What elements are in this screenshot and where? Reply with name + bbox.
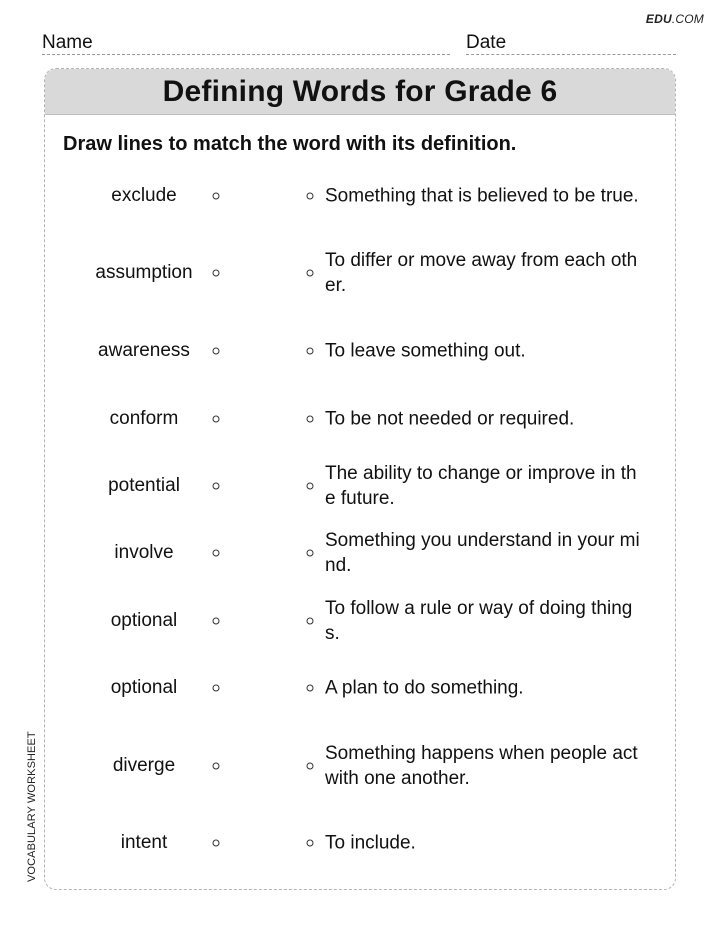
vocabulary-word: intent (120, 832, 168, 853)
word-connector-dot[interactable] (213, 348, 220, 355)
word-connector-dot[interactable] (213, 763, 220, 770)
definition-connector-dot[interactable] (307, 193, 314, 200)
definition-connector-dot[interactable] (307, 763, 314, 770)
vocabulary-word: exclude (111, 185, 177, 206)
definition-text: Something you understand in your mind. (325, 530, 640, 576)
instructions: Draw lines to match the word with its definition. (63, 133, 517, 155)
definition-connector-dot[interactable] (307, 270, 314, 277)
vocabulary-word: assumption (95, 262, 193, 283)
worksheet-title: Defining Words for Grade 6 (162, 74, 558, 108)
vocabulary-word: optional (110, 677, 178, 698)
word-connector-dot[interactable] (213, 840, 220, 847)
definition-connector-dot[interactable] (307, 618, 314, 625)
vocabulary-worksheet-label: VOCABULARY WORKSHEET (26, 731, 38, 882)
date-field[interactable] (466, 32, 676, 55)
word-connector-dot[interactable] (213, 270, 220, 277)
word-connector-dot[interactable] (213, 550, 220, 557)
word-connector-dot[interactable] (213, 193, 220, 200)
vocabulary-word: potential (108, 475, 180, 496)
definition-text: To differ or move away from each other. (325, 250, 638, 296)
definition-connector-dot[interactable] (307, 348, 314, 355)
definition-text: To be not needed or required. (325, 408, 575, 430)
definition-text: A plan to do something. (325, 677, 524, 699)
word-connector-dot[interactable] (213, 483, 220, 490)
definition-connector-dot[interactable] (307, 840, 314, 847)
definition-connector-dot[interactable] (307, 483, 314, 490)
edu-com-logo: EDU.COM (645, 12, 704, 26)
definition-text: To leave something out. (325, 340, 526, 362)
worksheet-card (44, 68, 676, 890)
definition-text: To include. (325, 832, 416, 854)
definition-text: To follow a rule or way of doing things. (325, 598, 633, 644)
word-connector-dot[interactable] (213, 618, 220, 625)
name-label: Name (42, 32, 93, 53)
definition-connector-dot[interactable] (307, 416, 314, 423)
definition-connector-dot[interactable] (307, 550, 314, 557)
name-field[interactable] (42, 32, 450, 55)
definition-text: Something happens when people act with one another. (325, 743, 638, 789)
vocabulary-word: conform (109, 408, 179, 429)
date-label: Date (466, 32, 507, 53)
vocabulary-word: awareness (98, 340, 190, 361)
vocabulary-word: optional (110, 610, 178, 631)
definition-text: The ability to change or improve in the future. (325, 463, 637, 509)
title-bar (45, 69, 675, 115)
vocabulary-word: diverge (112, 755, 176, 776)
definition-connector-dot[interactable] (307, 685, 314, 692)
word-connector-dot[interactable] (213, 416, 220, 423)
word-connector-dot[interactable] (213, 685, 220, 692)
vocabulary-word: involve (114, 542, 174, 563)
definition-text: Something that is believed to be true. (325, 185, 639, 207)
